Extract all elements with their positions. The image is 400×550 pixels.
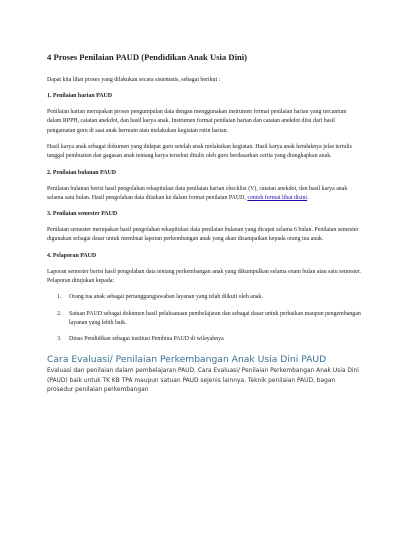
evaluation-heading: Cara Evaluasi/ Penilaian Perkembangan Anak Usia Dini PAUD <box>47 354 327 366</box>
section-bulanan <box>47 169 362 204</box>
section-paragraph: Penilaian semester merupakan hasil pengolahan rekapitulasi data penilaian bulanan yang dicapai selama 6 bulan. Penilaian semester digunakan sebagai dasar untuk membuat laporan perkembangan anak yang akan disampaikan kepada orang tua anak. <box>47 227 359 243</box>
section-harian <box>47 92 362 161</box>
section-semester <box>47 210 362 245</box>
report-recipients-list <box>47 293 362 344</box>
paragraph-end: . <box>307 194 309 201</box>
section-paragraph: Laporan semester berisi hasil pengolahan data tentang perkembangan anak yang dikumpulkan selama enam bulan atau satu semester. Pelaporan ditujukan kepada: <box>47 268 361 284</box>
list-item: 1. Orang tua anak sebagai pertanggungjawaban layanan yang telah diikuti oleh anak. <box>63 293 362 302</box>
section-heading: 2. Penilaian bulanan PAUD <box>47 169 116 176</box>
section-paragraph: Hasil karya anak sebagai dokumen yang didapat guru setelah anak melakukan kegiatan. Hasil karya anak hendaknya jelas tertulis tanggal pembuatan dan gagasan anak tentang karya tersebut ditulis oleh guru berdasarkan cerita yang diungkapkan anak. <box>47 143 352 160</box>
section-paragraph: Penilaian harian merupakan proses pengumpulan data dengan menggunakan instrumen format penilaian harian yang tercantum dalam RPPH, catatan anekdot, dan hasil karya anak. Instrumen format penilaian harian dan catatan anekdot diisi dari hasil pengamatan guru di saat anak bermain atau melakukan kegiatan rutin harian. <box>47 109 347 134</box>
format-example-link[interactable]: contoh format lihat disini <box>247 194 308 201</box>
section-pelaporan <box>47 252 362 345</box>
document-title: 4 Proses Penilaian PAUD (Pendidikan Anak Usia Dini) <box>47 52 247 62</box>
list-item: 2. Satuan PAUD sebagai dokumen hasil pelaksanaan pembelajaran dan sebagai dasar untuk perbaikan maupun pengembangan layanan yang lebih baik. <box>63 310 362 329</box>
section-heading: 1. Penilaian harian PAUD <box>47 93 113 100</box>
section-paragraph <box>47 185 362 204</box>
section-heading: 3. Penilaian semester PAUD <box>47 211 118 218</box>
intro-paragraph: Dapat kita lihat proses yang dilakukan secara sistematis, sebagai berikut : <box>47 76 221 83</box>
list-item: 3. Dinas Pendidikan sebagai institusi Pembina PAUD di wilayahnya <box>63 335 362 344</box>
evaluation-section <box>47 354 362 396</box>
section-heading: 4. Pelaporan PAUD <box>47 252 97 259</box>
evaluation-paragraph: Evaluasi dan penilaian dalam pembelajaran PAUD. Cara Evaluasi/ Penilaian Perkembangan Anak Usia Dini (PAUD) baik untuk TK KB TPA maupun satuan PAUD sejenis lainnya. Teknik penilaian PAUD, bagan prosedur penilaian perkembangan <box>47 368 359 394</box>
paragraph-text: Penilaian bulanan berisi hasil pengolahan rekapitulasi data penilaian harian checklist (V), catatan anekdot, dan hasil karya anak selama satu bulan. Hasil pengolahan data diisikan ke dalam format penilaian PAUD, <box>47 185 348 201</box>
